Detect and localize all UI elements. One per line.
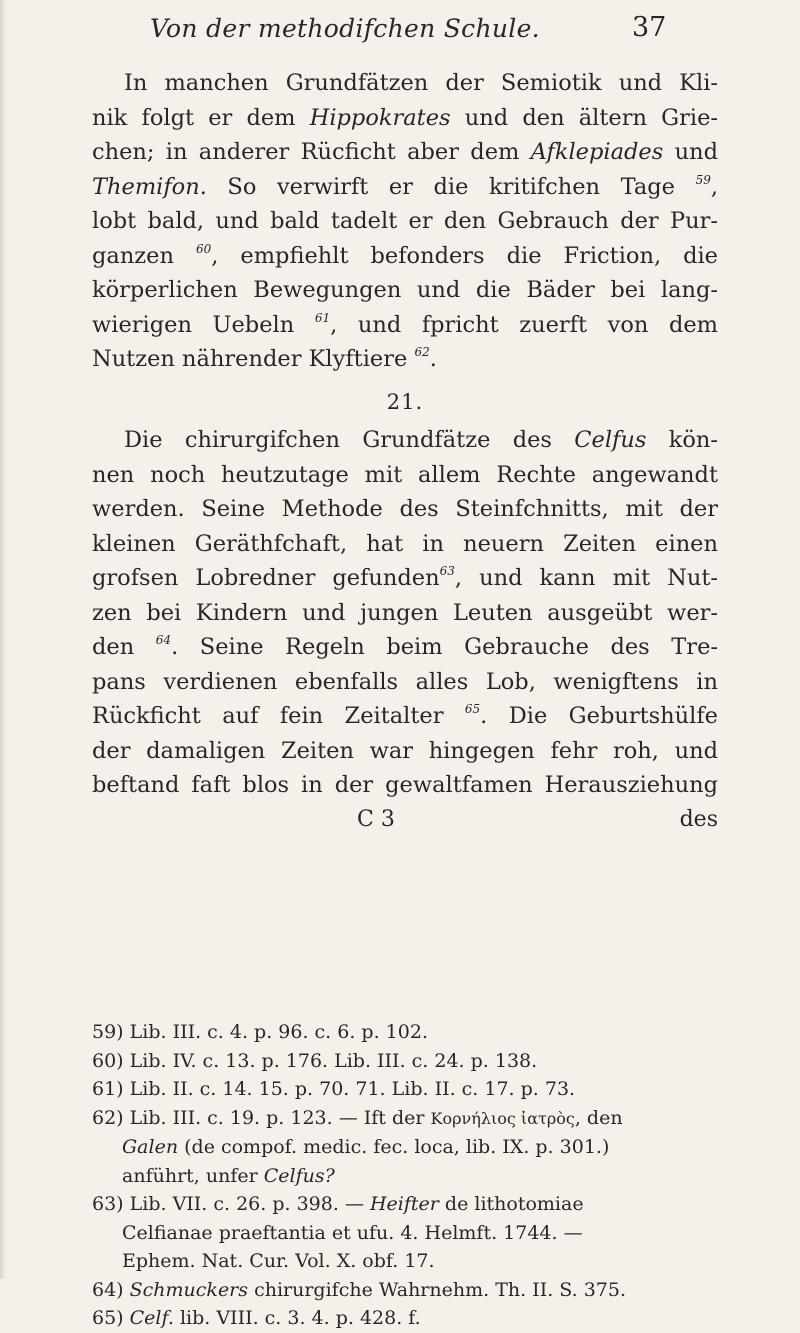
text-line: In manchen Grundfätzen der Semiotik und Kli- <box>124 70 718 96</box>
text-line: Rückficht auf fein Zeitalter $^{65}$. Die Geburtshülfe <box>92 702 719 729</box>
footnote-ref: 64 <box>155 633 172 647</box>
footnote-ref: 62 <box>414 345 430 359</box>
footnote-61: 61) Lib. II. c. 14. 15. p. 70. 71. Lib. II. c. 17. p. 73. <box>92 1078 576 1100</box>
text-line: körperlichen Bewegungen und die Bäder bei lang- <box>92 277 718 303</box>
page-number: 37 <box>632 12 667 43</box>
text-line: grofsen Lobredner gefunden$^{63}$, und kann mit Nut- <box>92 564 718 591</box>
text-line: Themifon. So verwirft er die kritifchen Tage $^{59}$, <box>92 172 718 200</box>
person-name: Schmuckers <box>129 1278 249 1301</box>
footnote-63-cont: Ephem. Nat. Cur. Vol. X. obf. 17. <box>122 1250 435 1272</box>
person-name: Celf. <box>129 1307 174 1329</box>
footnote-63-cont: Celfianae praeftantia et ufu. 4. Helmft. 1744. — <box>122 1221 583 1244</box>
person-name: Themifon. <box>92 173 207 200</box>
person-name: Heifter <box>369 1193 439 1215</box>
footnote-62: 62) Lib. III. c. 19. p. 123. — Ift der Κορνήλιος ἰατρὸς, den <box>92 1106 623 1129</box>
text-line: ganzen $^{60}$, empfiehlt befonders die Friction, die <box>92 241 718 269</box>
person-name: Hippokrates <box>309 104 451 131</box>
footnote-62-cont: anführt, unfer Celfus? <box>122 1164 335 1187</box>
page-edge-shadow <box>0 0 6 1279</box>
text-line: nen noch heutzutage mit allem Rechte angewandt <box>92 461 718 488</box>
body-text <box>92 66 718 833</box>
footnotes <box>92 1018 718 1333</box>
signature-line <box>92 803 718 833</box>
text-line: Die chirurgifchen Grundfätze des Celfus kön- <box>124 427 718 453</box>
footnote-59: 59) Lib. III. c. 4. p. 96. c. 6. p. 102. <box>92 1021 428 1043</box>
greek-text: Κορνήλιος ἰατρὸς <box>430 1108 575 1128</box>
person-name: Celfus <box>574 427 647 453</box>
footnote-65: 65) Celf. lib. VIII. c. 3. 4. p. 428. f. <box>92 1307 421 1329</box>
text-line: chen; in anderer Rücficht aber dem Afklepiades und <box>92 139 718 165</box>
footnote-63: 63) Lib. VII. c. 26. p. 398. — Heifter de lithotomiae <box>92 1193 584 1215</box>
person-name: Celfus? <box>263 1164 335 1187</box>
section-number: 21. <box>386 389 424 414</box>
signature-mark: C 3 <box>357 806 395 832</box>
text-line: kleinen Geräthfchaft, hat in neuern Zeiten einen <box>92 530 718 557</box>
text-line: zen bei Kindern und jungen Leuten ausgeübt wer- <box>92 599 718 626</box>
footnote-60: 60) Lib. IV. c. 13. p. 176. Lib. III. c. 24. p. 138. <box>92 1049 538 1072</box>
footnote-ref: 60 <box>195 241 212 256</box>
catchword: des <box>679 806 718 832</box>
text-line: nik folgt er dem Hippokrates und den ältern Grie- <box>92 104 718 131</box>
text-line: Nutzen nährender Klyftiere $^{62}$. <box>92 345 437 372</box>
text-line: pans verdienen ebenfalls alles Lob, wenigftens in <box>92 668 718 695</box>
footnote-64: 64) Schmuckers chirurgifche Wahrnehm. Th. II. S. 375. <box>92 1278 626 1301</box>
person-name: Galen <box>122 1136 179 1158</box>
text-line: werden. Seine Methode des Steinfchnitts, mit der <box>92 496 718 522</box>
text-line: der damaligen Zeiten war hingegen fehr roh, und <box>92 737 718 764</box>
running-title: Von der methodifchen Schule. <box>150 14 540 43</box>
footnote-ref: 65 <box>464 702 481 716</box>
footnote-62-cont: Galen (de compof. medic. fec. loca, lib. IX. p. 301.) <box>122 1136 610 1158</box>
person-name: Afklepiades <box>530 139 664 165</box>
text-line: den $^{64}$. Seine Regeln beim Gebrauche des Tre- <box>92 633 718 660</box>
text-line: wierigen Uebeln $^{61}$, und fpricht zuerft von dem <box>92 310 719 338</box>
footnote-ref: 63 <box>439 564 455 578</box>
footnote-ref: 59 <box>695 172 711 187</box>
text-line: beftand faft blos in der gewaltfamen Herausziehung <box>92 772 718 798</box>
footnote-ref: 61 <box>314 310 331 325</box>
text-line: lobt bald, und bald tadelt er den Gebrauch der Pur- <box>92 208 718 234</box>
